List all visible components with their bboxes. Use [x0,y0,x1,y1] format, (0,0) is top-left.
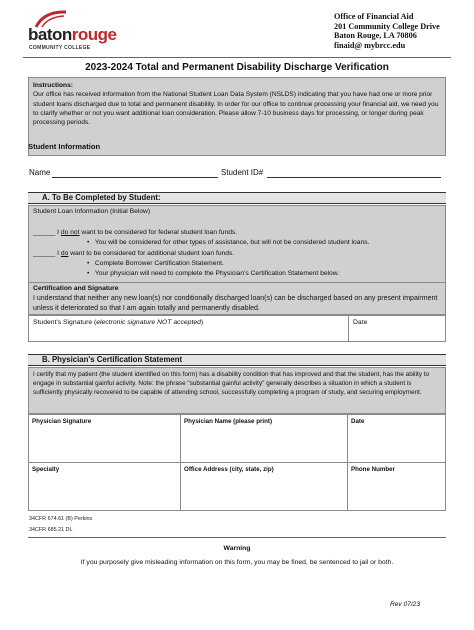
footer-divider [28,537,446,538]
student-info-heading: Student Information [28,142,101,151]
header-divider [23,57,451,58]
name-label: Name [29,168,51,177]
section-a-block [28,205,446,315]
physician-name-field[interactable]: Physician Name (please print) [181,415,348,463]
college-logo [28,10,128,50]
office-address-field[interactable]: Office Address (city, state, zip) [181,463,348,510]
office-email: finaid@ mybrcc.edu [334,40,406,50]
certification-label: Certification and Signature [33,285,119,292]
initial-blank[interactable]: ______ [33,229,56,236]
option-want-bullet: • Your physician will need to complete the Physician's Certification Statement below. [87,270,340,277]
divider [29,282,445,283]
section-b-heading: B. Physician's Certification Statement [28,354,446,366]
physician-signature-field[interactable]: Physician Signature [29,415,181,463]
citation: 34CFR 685.21 DL [29,527,73,533]
office-line: 201 Community College Drive [334,21,440,31]
initial-blank[interactable]: ______ [33,250,56,257]
phone-number-field[interactable]: Phone Number [351,466,396,473]
office-address [334,12,440,50]
instructions-label: Instructions: [33,82,73,89]
warning-text: If you purposely give misleading information on this form, you may be fined, be sentenced to jail or both. [80,559,394,566]
student-signature-field[interactable]: Student's Signature (electronic signature NOT accepted) [29,316,349,341]
physician-statement-text: I certify that my patient (the student identified on this form) has a disability condition that has improved and that the student, has the ability to engage in substantial gainful activity. Note: the phrase "substantial gainful activity" generally describes a situation in which a student is sufficiently physically recovered to be capable of attending school, successfully completing a program of study, and securing employment. [33,371,430,397]
signature-row [28,315,446,342]
section-a-heading: A. To Be Completed by Student: [28,192,446,204]
citation: 34CFR 674.61 (B) Perkins [29,516,93,522]
student-id-field[interactable] [267,168,441,178]
warning-heading: Warning [223,545,251,552]
certification-text: I understand that neither any new loan(s) nor conditionally discharged loan(s) can be discharged based on any present impairment unless it deteriorated so that I am again totally and permanently disabled. [33,295,438,312]
loan-info-label: Student Loan Information (Initial Below) [33,208,151,215]
student-id-label: Student ID# [221,168,264,177]
physician-date-field[interactable]: Date [348,415,445,463]
specialty-field[interactable]: Specialty [29,463,181,510]
option-not-want-bullet: • You will be considered for other types of assistance, but will not be considered student loans. [87,239,370,246]
option-not-want: ______ I do not want to be considered for federal student loan funds. [33,229,238,236]
physician-fields-grid [28,414,446,511]
office-line: Office of Financial Aid [334,12,414,21]
page-title: 2023-2024 Total and Permanent Disability Discharge Verification [85,62,389,73]
student-date-field[interactable]: Date [353,319,368,326]
name-field[interactable] [52,168,218,178]
option-want: ______ I do want to be considered for additional student loan funds. [33,250,235,257]
revision-label: Rev 07/23 [389,601,420,608]
office-line: Baton Rouge, LA 70806 [334,31,417,41]
logo-wordmark: batonrouge [28,25,117,44]
instructions-text: Our office has received information from the National Student Loan Data System (NSLDS) indicating that you have had one or more prior student loans discharged due to total and permanent disability. In order for our office to continue processing your financial aid, we need you to clarify whether or not you want additional loan consideration. Please allow 7-10 business days for processing, or longer during peak processing periods. [33,91,439,127]
logo-subtext: COMMUNITY COLLEGE [29,45,91,51]
physician-statement [28,367,446,414]
option-want-bullet: • Complete Borrower Certification Statement. [87,260,224,267]
